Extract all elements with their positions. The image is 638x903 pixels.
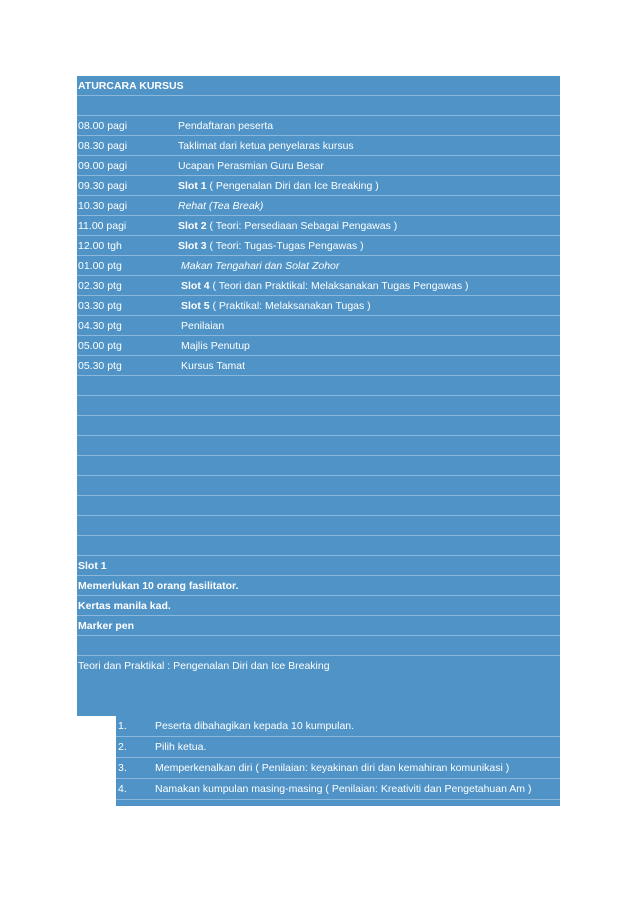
- blank-row: [77, 416, 560, 436]
- blank-row: [77, 516, 560, 536]
- schedule-row: [77, 196, 560, 216]
- schedule-row: [77, 316, 560, 336]
- schedule-activity: [181, 260, 339, 272]
- blank-row: [77, 536, 560, 556]
- slot1-heading-row: [77, 556, 560, 576]
- activity-label: Kursus Tamat: [181, 360, 245, 372]
- slot-label: Slot 5: [181, 300, 210, 312]
- slot-label: Slot 1: [178, 180, 207, 192]
- activity-label: Penilaian: [181, 320, 225, 332]
- schedule-row: [77, 176, 560, 196]
- note-row: [77, 576, 560, 596]
- schedule-time: 05.30 ptg: [78, 360, 122, 372]
- note-text: Kertas manila kad.: [78, 600, 171, 612]
- schedule-time: 08.00 pagi: [78, 120, 128, 132]
- slot-label: Slot 4: [181, 280, 210, 292]
- step-row: [116, 716, 560, 737]
- schedule-time: 10.30 pagi: [78, 200, 128, 212]
- schedule-row: [77, 116, 560, 136]
- activity-label: ( Teori dan Praktikal: Melaksanakan Tugas Pengawas ): [209, 280, 469, 292]
- activity-label: ( Teori: Persediaan Sebagai Pengawas ): [206, 220, 398, 232]
- note-text: Marker pen: [78, 620, 135, 632]
- blank-row: [77, 636, 560, 656]
- step-number: 2.: [118, 741, 127, 753]
- schedule-time: 09.00 pagi: [78, 160, 128, 172]
- blank-row: [77, 96, 560, 116]
- activity-label: Taklimat dari ketua penyelaras kursus: [178, 140, 354, 152]
- schedule-row: [77, 136, 560, 156]
- schedule-activity: [181, 300, 371, 312]
- schedule-activity: [178, 160, 324, 172]
- note-row: [77, 616, 560, 636]
- step-number: 1.: [118, 720, 127, 732]
- blank-row: [77, 436, 560, 456]
- schedule-list: [77, 116, 560, 376]
- title-row: [77, 76, 560, 96]
- step-text: Peserta dibahagikan kepada 10 kumpulan.: [155, 720, 355, 732]
- schedule-row: [77, 336, 560, 356]
- steps-list: [116, 716, 560, 800]
- slot1-heading: Slot 1: [78, 560, 107, 572]
- schedule-activity: [181, 320, 224, 332]
- schedule-activity: [178, 240, 364, 252]
- schedule-activity: [181, 280, 469, 292]
- step-row: [116, 779, 560, 800]
- activity-row: [77, 656, 560, 676]
- note-text: Memerlukan 10 orang fasilitator.: [78, 580, 239, 592]
- schedule-row: [77, 156, 560, 176]
- schedule-activity: [181, 340, 250, 352]
- slot-label: Slot 3: [178, 240, 207, 252]
- schedule-row: [77, 256, 560, 276]
- schedule-activity: [178, 200, 263, 212]
- schedule-row: [77, 216, 560, 236]
- steps-table: [116, 716, 560, 806]
- schedule-activity: [178, 120, 273, 132]
- activity-label: Ucapan Perasmian Guru Besar: [178, 160, 324, 172]
- step-text: Memperkenalkan diri ( Penilaian: keyakinan diri dan kemahiran komunikasi ): [155, 762, 510, 774]
- blank-row: [77, 476, 560, 496]
- blank-row: [77, 376, 560, 396]
- schedule-time: 04.30 ptg: [78, 320, 122, 332]
- schedule-time: 02.30 ptg: [78, 280, 122, 292]
- activity-label: Makan Tengahari dan Solat Zohor: [181, 260, 340, 272]
- blank-row: [77, 396, 560, 416]
- blank-row: [77, 456, 560, 476]
- slot-label: Slot 2: [178, 220, 207, 232]
- note-row: [77, 596, 560, 616]
- step-number: 4.: [118, 783, 127, 795]
- schedule-row: [77, 236, 560, 256]
- schedule-activity: [178, 180, 379, 192]
- main-table: [77, 76, 560, 716]
- activity-label: Rehat (Tea Break): [178, 200, 264, 212]
- step-text: Pilih ketua.: [155, 741, 207, 753]
- activity-label: Majlis Penutup: [181, 340, 250, 352]
- schedule-time: 05.00 ptg: [78, 340, 122, 352]
- schedule-activity: [178, 140, 354, 152]
- schedule-time: 03.30 ptg: [78, 300, 122, 312]
- schedule-time: 08.30 pagi: [78, 140, 128, 152]
- activity-title: Teori dan Praktikal : Pengenalan Diri dan Ice Breaking: [78, 660, 330, 672]
- schedule-time: 12.00 tgh: [78, 240, 122, 252]
- step-row: [116, 758, 560, 779]
- schedule-row: [77, 356, 560, 376]
- activity-label: ( Teori: Tugas-Tugas Pengawas ): [206, 240, 364, 252]
- blank-rows: [77, 376, 560, 556]
- activity-label: Pendaftaran peserta: [178, 120, 274, 132]
- schedule-time: 11.00 pagi: [78, 220, 127, 232]
- blank-row: [77, 496, 560, 516]
- schedule-activity: [181, 360, 245, 372]
- step-number: 3.: [118, 762, 127, 774]
- schedule-activity: [178, 220, 397, 232]
- schedule-time: 09.30 pagi: [78, 180, 128, 192]
- schedule-row: [77, 276, 560, 296]
- activity-label: ( Pengenalan Diri dan Ice Breaking ): [206, 180, 379, 192]
- schedule-time: 01.00 ptg: [78, 260, 122, 272]
- step-row: [116, 737, 560, 758]
- schedule-row: [77, 296, 560, 316]
- activity-label: ( Praktikal: Melaksanakan Tugas ): [209, 300, 371, 312]
- document-title: ATURCARA KURSUS: [78, 80, 184, 92]
- step-text: Namakan kumpulan masing-masing ( Penilaian: Kreativiti dan Pengetahuan Am ): [155, 783, 532, 795]
